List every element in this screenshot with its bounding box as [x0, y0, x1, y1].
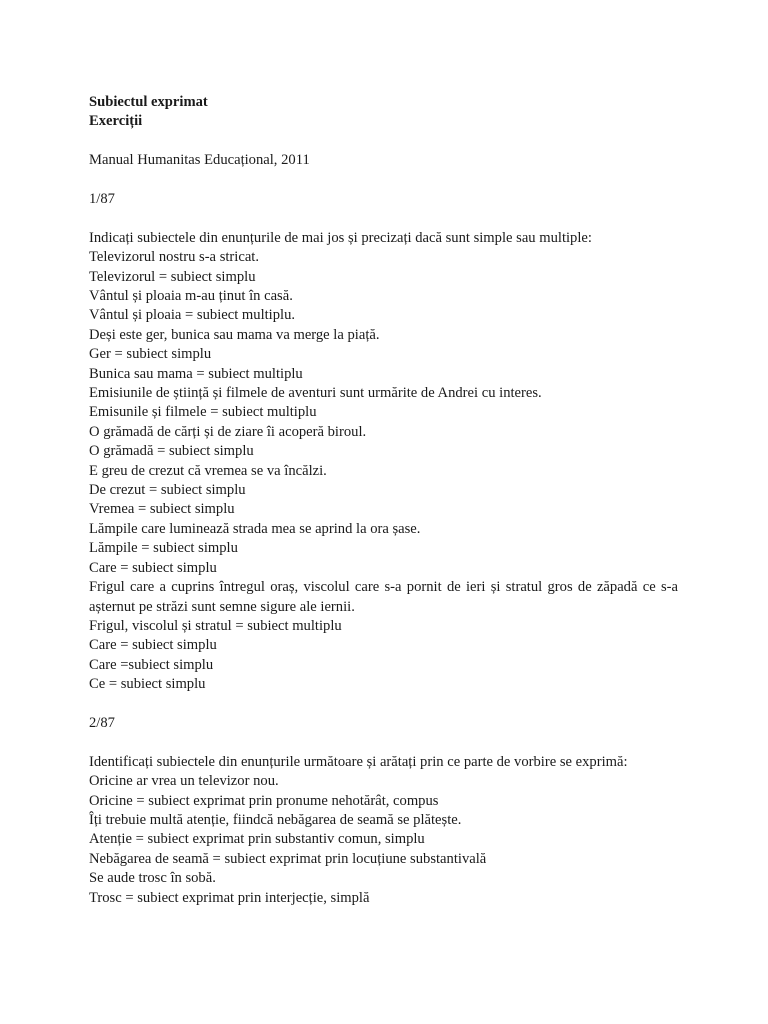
- exercise-1-line: De crezut = subiect simplu: [89, 482, 246, 499]
- exercise-1-line: Frigul care a cuprins întregul oraș, viscolul care s-a pornit de ieri și stratul gros de zăpadă ce s-a așternut pe străzi sunt semne sigure ale iernii.: [89, 579, 678, 615]
- exercise-2-line: Se aude trosc în sobă.: [89, 870, 216, 887]
- exercise-2-line: Atenție = subiect exprimat prin substantiv comun, simplu: [89, 831, 425, 848]
- exercise-2-number: 2/87: [89, 714, 115, 731]
- exercise-2-line: Oricine = subiect exprimat prin pronume nehotărât, compus: [89, 792, 439, 809]
- exercise-1-line: Ce = subiect simplu: [89, 676, 206, 693]
- exercise-1-line: Care = subiect simplu: [89, 559, 217, 576]
- exercise-1-line: Frigul, viscolul și stratul = subiect multiplu: [89, 617, 342, 634]
- exercise-1-line: E greu de crezut că vremea se va încălzi.: [89, 462, 327, 479]
- exercise-2-line: Trosc = subiect exprimat prin interjecție, simplă: [89, 889, 370, 906]
- exercise-1-line: Emisunile și filmele = subiect multiplu: [89, 404, 317, 421]
- exercise-1-instruction: Indicați subiectele din enunțurile de mai jos și precizați dacă sunt simple sau multiple:: [89, 229, 592, 246]
- exercise-1-number: 1/87: [89, 191, 115, 207]
- exercise-2-line: Îți trebuie multă atenție, fiindcă nebăgarea de seamă se plătește.: [89, 811, 462, 828]
- exercise-1-line: Emisiunile de știință și filmele de aventuri sunt urmărite de Andrei cu interes.: [89, 385, 542, 402]
- source-line: Manual Humanitas Educațional, 2011: [89, 152, 310, 169]
- exercise-2-line: Nebăgarea de seamă = subiect exprimat prin locuțiune substantivală: [89, 850, 487, 867]
- exercise-1-line: Vântul și ploaia m-au ținut în casă.: [89, 288, 293, 305]
- exercise-2-instruction: Identificați subiectele din enunțurile următoare și arătați prin ce parte de vorbire se exprimă:: [89, 753, 628, 770]
- exercise-2-line: Oricine ar vrea un televizor nou.: [89, 773, 279, 790]
- exercise-1-line: Care = subiect simplu: [89, 637, 217, 654]
- spacer: [89, 695, 678, 714]
- document-title: Subiectul exprimat: [89, 94, 208, 110]
- exercise-1-line: Care =subiect simplu: [89, 656, 214, 673]
- exercise-1-line: Bunica sau mama = subiect multiplu: [89, 365, 303, 382]
- exercise-1-line: Deși este ger, bunica sau mama va merge la piață.: [89, 326, 380, 343]
- document-subtitle: Exerciții: [89, 113, 143, 130]
- spacer: [89, 733, 678, 752]
- exercise-1-line: O grămadă = subiect simplu: [89, 443, 254, 460]
- spacer: [89, 132, 678, 151]
- spacer: [89, 171, 678, 190]
- exercise-1-line: Vremea = subiect simplu: [89, 501, 235, 518]
- document-page: [89, 93, 678, 908]
- spacer: [89, 209, 678, 228]
- exercise-1-line: Lămpile care luminează strada mea se aprind la ora șase.: [89, 520, 421, 537]
- exercise-1-line: Vântul și ploaia = subiect multiplu.: [89, 307, 296, 324]
- exercise-1-line: Televizorul nostru s-a stricat.: [89, 249, 259, 266]
- exercise-1-line: Televizorul = subiect simplu: [89, 268, 256, 285]
- exercise-1-line: Lămpile = subiect simplu: [89, 540, 238, 557]
- exercise-1-line: O grămadă de cărți și de ziare îi acoperă biroul.: [89, 423, 367, 440]
- exercise-1-line: Ger = subiect simplu: [89, 346, 212, 363]
